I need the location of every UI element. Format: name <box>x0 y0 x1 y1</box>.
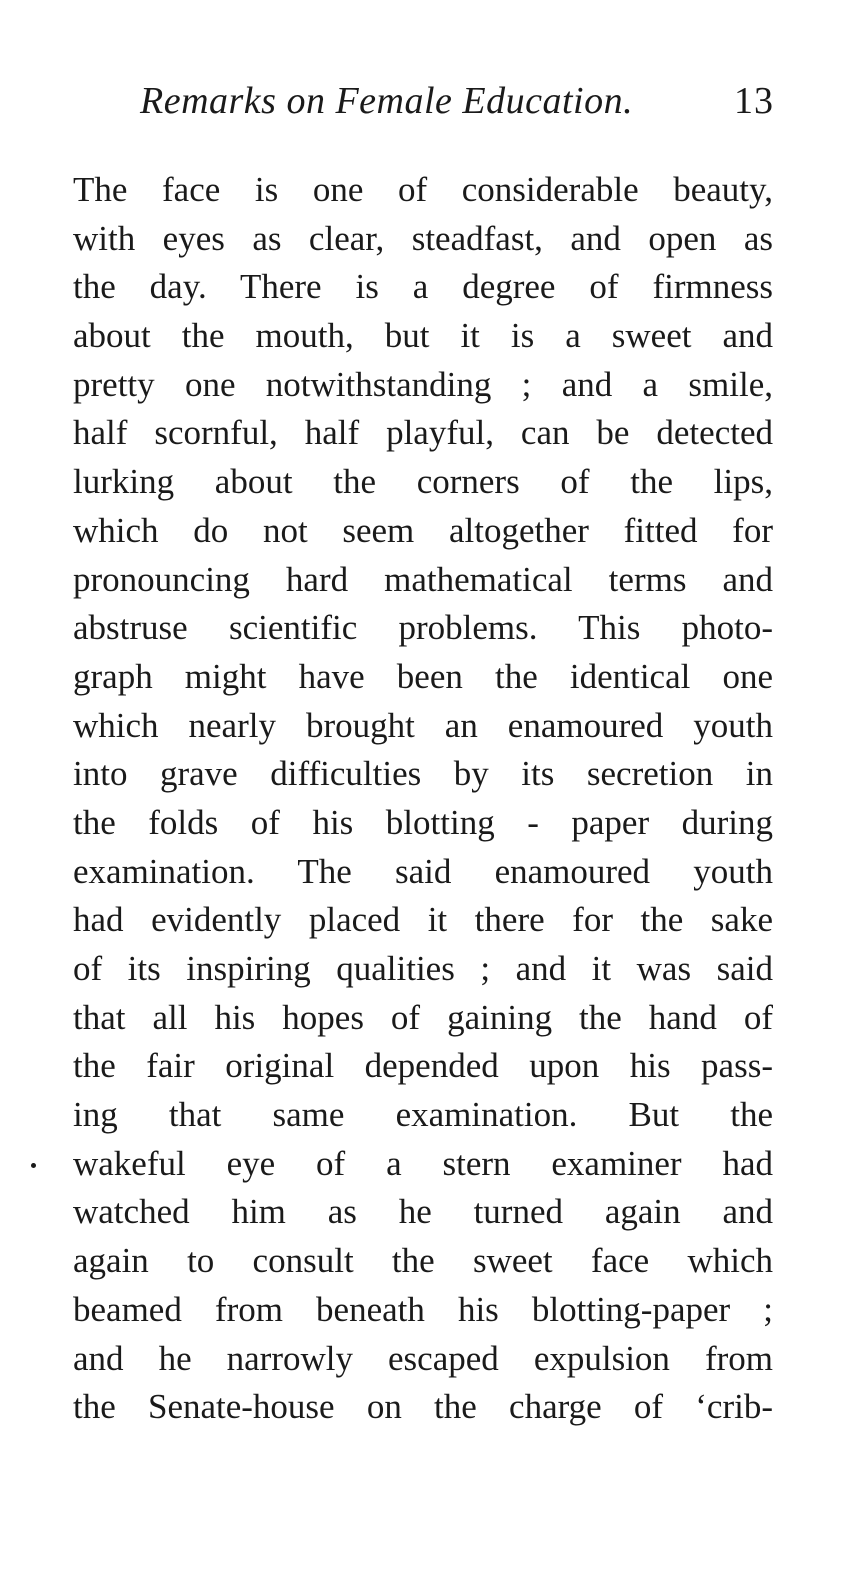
text-line: into grave difficulties by its secretion in <box>73 754 773 794</box>
text-line: which do not seem altogether fitted for <box>73 510 773 550</box>
text-line: the Senate-house on the charge of ‘crib- <box>73 1387 773 1427</box>
text-line: lurking about the corners of the lips, <box>73 462 773 502</box>
text-line: of its inspiring qualities ; and it was said <box>73 949 773 988</box>
page-number: 13 <box>734 80 774 122</box>
text-line: the day. There is a degree of firmness <box>73 267 773 307</box>
text-line: abstruse scientific problems. This photo- <box>73 608 773 648</box>
text-line: watched him as he turned again and <box>73 1192 773 1232</box>
text-line: with eyes as clear, steadfast, and open as <box>73 218 773 258</box>
text-line: pronouncing hard mathematical terms and <box>73 559 773 599</box>
text-line: ing that same examination. But the <box>73 1095 773 1135</box>
text-line: had evidently placed it there for the sake <box>73 900 773 940</box>
text-line: half scornful, half playful, can be detected <box>73 413 773 453</box>
running-head <box>140 76 780 126</box>
margin-mark <box>31 1163 36 1168</box>
text-line: examination. The said enamoured youth <box>73 851 773 891</box>
text-line: The face is one of considerable beauty, <box>73 170 773 209</box>
running-title: Remarks on Female Education. <box>140 80 634 122</box>
text-line: that all his hopes of gaining the hand of <box>73 997 773 1037</box>
body-paragraph <box>73 166 773 1432</box>
text-line: again to consult the sweet face which <box>73 1241 773 1281</box>
text-line: and he narrowly escaped expulsion from <box>73 1338 773 1378</box>
text-line: the fair original depended upon his pass- <box>73 1046 773 1086</box>
text-line: about the mouth, but it is a sweet and <box>73 316 773 356</box>
text-line: the folds of his blotting - paper during <box>73 802 773 842</box>
text-line: beamed from beneath his blotting-paper ; <box>73 1289 773 1329</box>
text-line: graph might have been the identical one <box>73 656 773 696</box>
text-line: pretty one notwithstanding ; and a smile, <box>73 364 773 404</box>
text-line: wakeful eye of a stern examiner had <box>73 1143 773 1183</box>
text-line: which nearly brought an enamoured youth <box>73 705 773 745</box>
